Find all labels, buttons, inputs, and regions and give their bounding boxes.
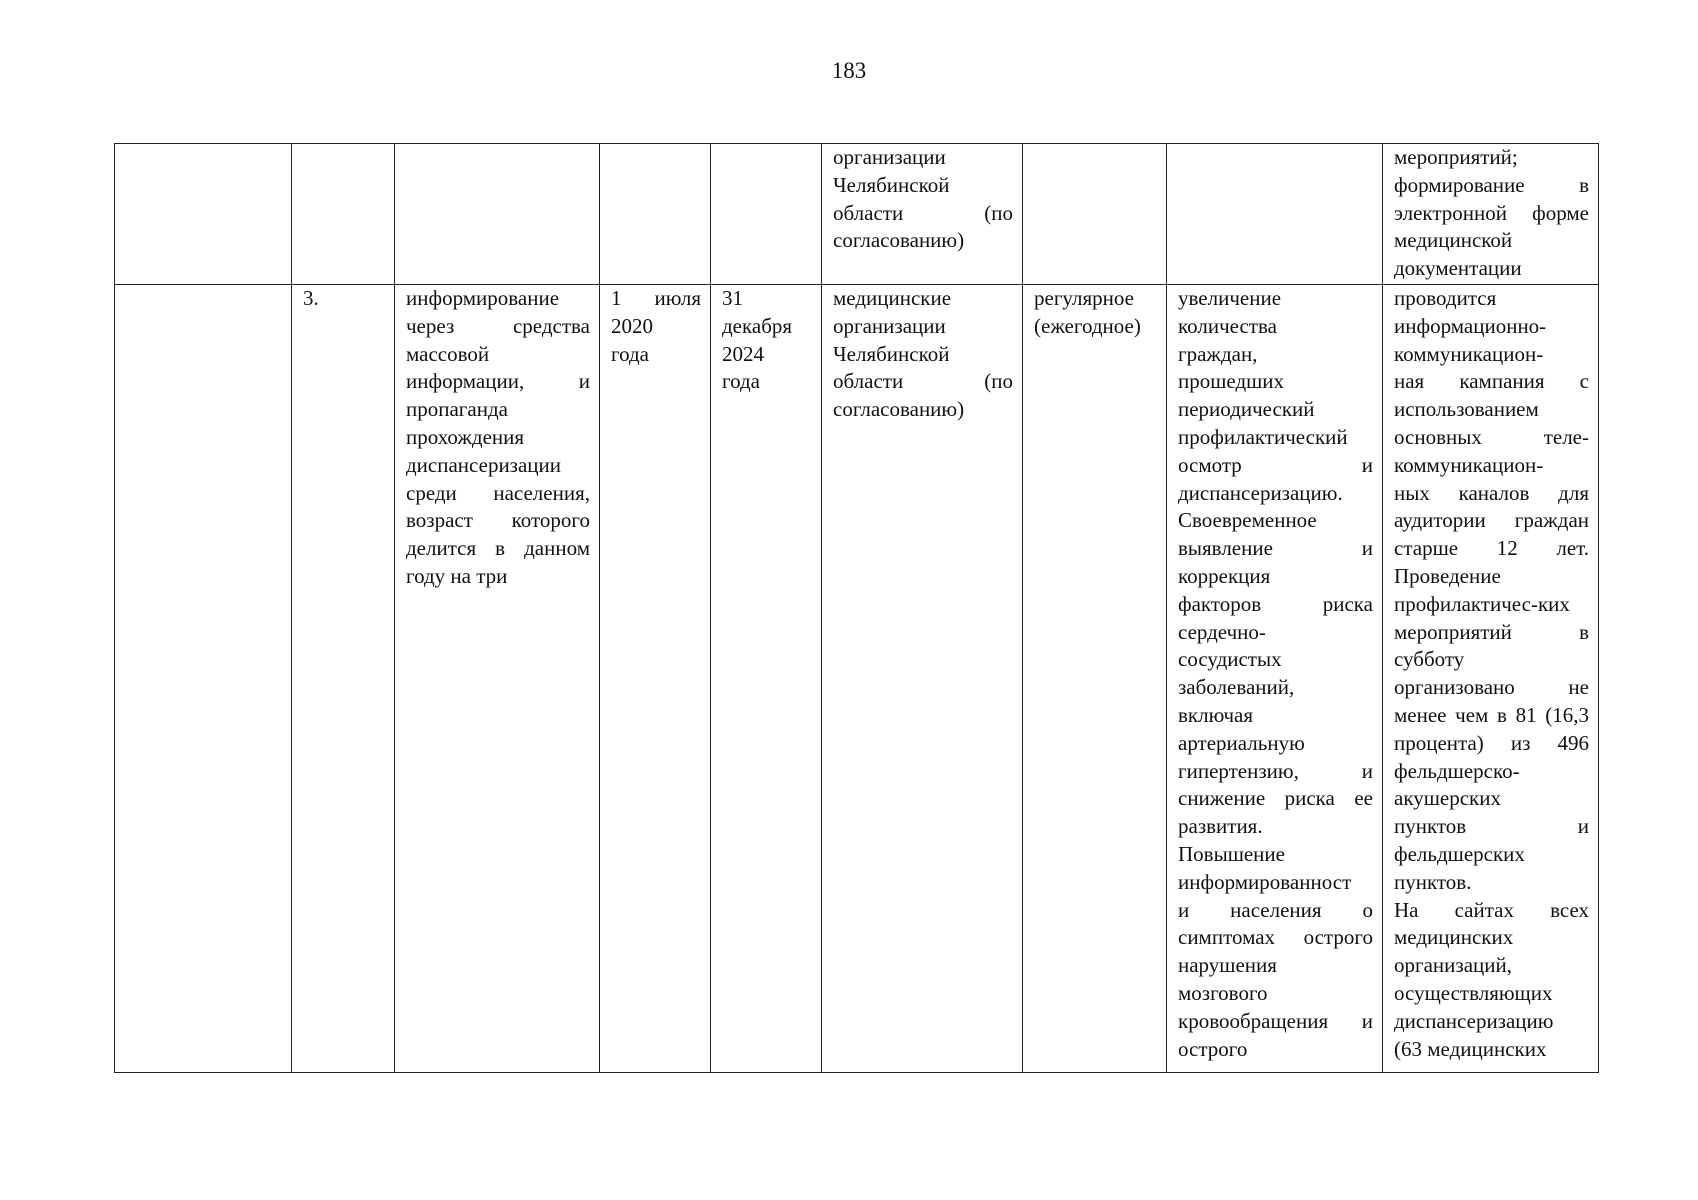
document-table: [114, 143, 1599, 1073]
cell-line: фельдшерских: [1394, 841, 1525, 866]
cell-line: процента) из 496: [1394, 730, 1589, 755]
cell-line: делится в данном: [406, 536, 590, 561]
cell-line: году на три: [406, 563, 508, 588]
cell-text: [406, 285, 590, 591]
cell-line: медицинских: [1394, 925, 1514, 950]
cell-line: сердечно-: [1178, 619, 1266, 644]
cell-line: осуществляющих: [1394, 980, 1553, 1005]
cell-line: 1 июля: [611, 286, 701, 310]
cell-line: периодический: [1178, 397, 1315, 422]
cell-line: года: [611, 341, 649, 366]
cell-line: организовано не: [1394, 675, 1589, 700]
cell-line: года: [722, 369, 760, 394]
cell-line: организации: [833, 313, 946, 338]
cell-line: диспансеризацию.: [1178, 480, 1343, 505]
cell-line: (ежегодное): [1034, 313, 1141, 338]
cell-line: и населения о: [1178, 897, 1373, 922]
cell-line: менее чем в 81 (16,3: [1394, 702, 1589, 727]
cell-line: использованием: [1394, 397, 1539, 422]
cell-line: коммуникацион-: [1394, 452, 1544, 477]
cell-line: информационно-: [1394, 313, 1547, 338]
cell-line: организации: [833, 145, 946, 169]
table-cell-expected-result: [1167, 285, 1383, 1073]
cell-line: Повышение: [1178, 841, 1285, 866]
cell-line: основных теле-: [1394, 424, 1589, 449]
table-cell-actual-result: [1383, 285, 1599, 1073]
cell-line: ных каналов для: [1394, 480, 1589, 505]
cell-line: заболеваний,: [1178, 675, 1295, 700]
table-cell-results: [1383, 144, 1599, 285]
cell-line: количества: [1178, 313, 1277, 338]
cell-line: возраст которого: [406, 508, 590, 533]
cell-line: 31: [722, 286, 743, 310]
cell-line: формирование в: [1394, 172, 1589, 197]
table-cell-executors: [822, 285, 1023, 1073]
cell-line: сосудистых: [1178, 647, 1282, 672]
table-cell-end-date: [711, 285, 822, 1073]
cell-line: области (по: [833, 369, 1013, 394]
cell-line: нарушения: [1178, 953, 1277, 978]
table-cell-col7: [1023, 144, 1167, 285]
cell-line: пунктов и: [1394, 814, 1589, 839]
table-cell-start-date: [600, 285, 711, 1073]
cell-line: массовой: [406, 341, 490, 366]
cell-line: информированност: [1178, 869, 1352, 894]
cell-line: мероприятий в: [1394, 619, 1589, 644]
table-cell-col3: [395, 144, 600, 285]
cell-line: симптомах острого: [1178, 925, 1373, 950]
cell-line: На сайтах всех: [1394, 897, 1589, 922]
cell-line: включая: [1178, 702, 1254, 727]
cell-line: информирование: [406, 286, 560, 310]
table-cell-executors: [822, 144, 1023, 285]
cell-line: 3.: [303, 286, 319, 310]
cell-text: [1178, 285, 1373, 1063]
table-cell-col1: [115, 285, 292, 1073]
cell-line: ная кампания с: [1394, 369, 1589, 394]
cell-line: диспансеризации: [406, 452, 562, 477]
cell-line: через средства: [406, 313, 590, 338]
cell-line: профилактичес-ких: [1394, 591, 1570, 616]
cell-line: фельдшерско-: [1394, 758, 1520, 783]
cell-text: [722, 285, 812, 396]
table-cell-col1: [115, 144, 292, 285]
cell-line: декабря: [722, 313, 793, 338]
cell-line: электронной форме: [1394, 200, 1589, 225]
cell-line: профилактический: [1178, 424, 1348, 449]
cell-line: пунктов.: [1394, 869, 1472, 894]
cell-text: [1394, 285, 1589, 1063]
cell-line: регулярное: [1034, 286, 1134, 310]
table-row: [115, 144, 1599, 285]
cell-line: мероприятий;: [1394, 145, 1518, 169]
cell-line: медицинские: [833, 286, 952, 310]
cell-text: [1394, 144, 1589, 283]
cell-line: факторов риска: [1178, 591, 1373, 616]
cell-line: среди населения,: [406, 480, 590, 505]
cell-line: Челябинской: [833, 341, 950, 366]
table-cell-col8: [1167, 144, 1383, 285]
cell-line: аудитории граждан: [1394, 508, 1589, 533]
table-cell-col4: [600, 144, 711, 285]
cell-line: Проведение: [1394, 563, 1501, 588]
cell-line: диспансеризацию: [1394, 1008, 1554, 1033]
cell-line: согласованию): [833, 397, 965, 422]
table-cell-frequency: [1023, 285, 1167, 1073]
cell-line: снижение риска ее: [1178, 786, 1373, 811]
cell-line: мозгового: [1178, 980, 1268, 1005]
cell-line: острого: [1178, 1036, 1248, 1061]
cell-text: [1034, 285, 1157, 341]
cell-line: пропаганда: [406, 397, 508, 422]
cell-text: [303, 285, 385, 313]
cell-line: увеличение: [1178, 286, 1282, 310]
cell-text: [833, 144, 1013, 255]
cell-line: развития.: [1178, 814, 1263, 839]
cell-line: старше 12 лет.: [1394, 536, 1589, 561]
cell-line: выявление и: [1178, 536, 1373, 561]
cell-line: гипертензию, и: [1178, 758, 1373, 783]
cell-line: медицинской: [1394, 228, 1513, 253]
cell-line: коррекция: [1178, 563, 1271, 588]
cell-line: документации: [1394, 256, 1522, 281]
cell-line: коммуникацион-: [1394, 341, 1544, 366]
cell-line: граждан,: [1178, 341, 1258, 366]
cell-text: [611, 285, 701, 368]
cell-line: 2020: [611, 313, 653, 338]
table-cell-col2: [292, 144, 395, 285]
cell-line: организаций,: [1394, 953, 1512, 978]
page-number: 183: [831, 58, 867, 83]
cell-text: [833, 285, 1013, 424]
cell-line: субботу: [1394, 647, 1465, 672]
cell-line: согласованию): [833, 228, 965, 253]
cell-line: Своевременное: [1178, 508, 1317, 533]
cell-line: прошедших: [1178, 369, 1285, 394]
cell-line: прохождения: [406, 424, 525, 449]
cell-line: области (по: [833, 200, 1013, 225]
cell-line: Челябинской: [833, 172, 950, 197]
cell-line: 2024: [722, 341, 764, 366]
table-cell-item-number: [292, 285, 395, 1073]
cell-line: акушерских: [1394, 786, 1501, 811]
cell-line: кровообращения и: [1178, 1008, 1373, 1033]
cell-line: проводится: [1394, 286, 1497, 310]
table-row: [115, 285, 1599, 1073]
table-cell-activity: [395, 285, 600, 1073]
cell-line: артериальную: [1178, 730, 1305, 755]
cell-line: информации, и: [406, 369, 590, 394]
cell-line: осмотр и: [1178, 452, 1373, 477]
cell-line: (63 медицинских: [1394, 1036, 1547, 1061]
table-cell-col5: [711, 144, 822, 285]
